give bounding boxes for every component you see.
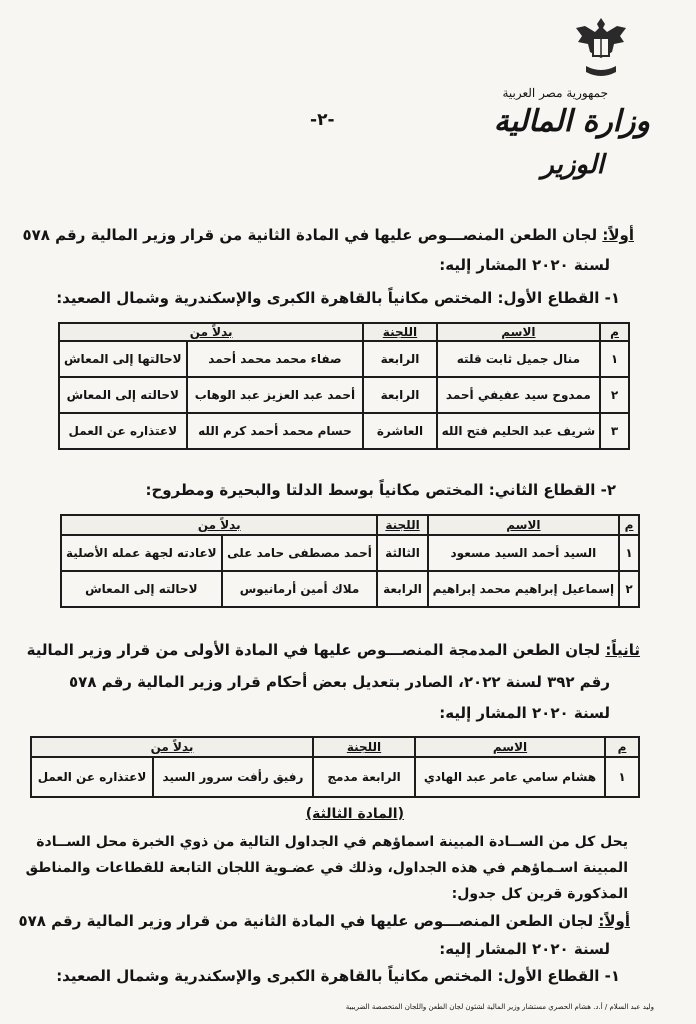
row-name: السيد أحمد السيد مسعود <box>428 535 620 571</box>
section1-title-line2: لسنة ٢٠٢٠ المشار إليه: <box>439 256 610 274</box>
row-committee: الرابعة <box>377 571 427 607</box>
row-reason: لاعتذاره عن العمل <box>59 413 187 449</box>
header-committee: اللجنة <box>377 515 427 535</box>
table-row <box>31 757 639 797</box>
article3-title-line1 <box>18 912 630 930</box>
section1-title-line1 <box>22 226 634 244</box>
header-num: م <box>600 323 629 341</box>
article3-title-text: لجان الطعن المنصـــوص عليها في المادة الثانية من قرار وزير المالية رقم ٥٧٨ <box>18 912 594 930</box>
section1-sector2-title: ٢- القطاع الثاني: المختص مكانياً بوسط الدلتا والبحيرة ومطروح: <box>145 481 616 499</box>
republic-label: جمهورية مصر العربية <box>502 86 608 100</box>
eagle-emblem-icon <box>572 14 630 82</box>
section1-title-text: لجان الطعن المنصـــوص عليها في المادة الثانية من قرار وزير المالية رقم ٥٧٨ <box>22 226 598 244</box>
row-num: ٢ <box>619 571 639 607</box>
table-sector1 <box>58 322 630 450</box>
row-num: ١ <box>619 535 639 571</box>
header-num: م <box>605 737 639 757</box>
row-committee: العاشرة <box>363 413 436 449</box>
table-sector2 <box>60 514 640 608</box>
row-num: ١ <box>600 341 629 377</box>
row-reason: لاحالته إلى المعاش <box>59 377 187 413</box>
ministry-title: وزارة المالية <box>493 104 650 139</box>
row-reason: لاعادته لجهة عمله الأصلية <box>61 535 222 571</box>
article3-para-line2: المبينة اسـماؤهم في هذه الجداول، وذلك في عضـوية اللجان التابعة للقطاعات والمناطق <box>25 860 628 876</box>
row-replaced: صفاء محمد محمد أحمد <box>187 341 364 377</box>
row-committee: الرابعة مدمج <box>313 757 415 797</box>
row-reason: لاعتذاره عن العمل <box>31 757 153 797</box>
row-num: ٢ <box>600 377 629 413</box>
table-header-row <box>31 737 639 757</box>
row-name: منال جميل ثابت قلته <box>437 341 600 377</box>
article3-title-line2: لسنة ٢٠٢٠ المشار إليه: <box>439 940 610 958</box>
row-num: ٣ <box>600 413 629 449</box>
minister-title: الوزير <box>541 150 604 180</box>
table-row <box>59 341 629 377</box>
footnote: وليد عبد السلام / أ.د. هشام الحصري مستشار وزير المالية لشئون لجان الطعن واللجان المتخصصة الضريبية <box>345 1003 654 1011</box>
header-name: الاسم <box>437 323 600 341</box>
header-instead-of: بدلاً من <box>59 323 363 341</box>
header-committee: اللجنة <box>313 737 415 757</box>
header-name: الاسم <box>428 515 620 535</box>
row-num: ١ <box>605 757 639 797</box>
row-name: هشام سامي عامر عبد الهادي <box>415 757 605 797</box>
row-name: ممدوح سيد عفيفي أحمد <box>437 377 600 413</box>
table-row <box>59 377 629 413</box>
row-name: شريف عبد الحليم فتح الله <box>437 413 600 449</box>
table-row <box>59 413 629 449</box>
section2-line3: لسنة ٢٠٢٠ المشار إليه: <box>439 704 610 722</box>
row-replaced: حسام محمد أحمد كرم الله <box>187 413 364 449</box>
header-committee: اللجنة <box>363 323 436 341</box>
section2-line1-text: لجان الطعن المدمجة المنصـــوص عليها في المادة الأولى من قرار وزير المالية <box>26 641 601 659</box>
header-name: الاسم <box>415 737 605 757</box>
row-committee: الرابعة <box>363 341 436 377</box>
table-header-row <box>61 515 639 535</box>
header-num: م <box>619 515 639 535</box>
section2-line1 <box>27 641 640 659</box>
row-committee: الثالثة <box>377 535 427 571</box>
row-reason: لاحالته إلى المعاش <box>61 571 222 607</box>
row-replaced: أحمد مصطفى حامد على <box>222 535 378 571</box>
section2-line2: رقم ٣٩٢ لسنة ٢٠٢٢، الصادر بتعديل بعض أحكام قرار وزير المالية رقم ٥٧٨ <box>69 673 610 691</box>
table-merged-committees <box>30 736 640 798</box>
page-number: -٢- <box>310 110 335 130</box>
row-reason: لاحالتها إلى المعاش <box>59 341 187 377</box>
row-replaced: رفيق رأفت سرور السيد <box>153 757 313 797</box>
section2-marker: ثانياً: <box>605 641 640 659</box>
article3-heading: (المادة الثالثة) <box>305 806 404 822</box>
row-name: إسماعيل إبراهيم محمد إبراهيم <box>428 571 620 607</box>
article3-marker: أولاً: <box>598 912 630 930</box>
table-row <box>61 571 639 607</box>
section1-marker: أولاً: <box>602 226 634 244</box>
row-committee: الرابعة <box>363 377 436 413</box>
article3-para-line1: يحل كل من الســادة المبينة اسماؤهم في الجداول التالية من ذوي الخبرة محل الســادة <box>36 834 628 850</box>
header-instead-of: بدلاً من <box>31 737 313 757</box>
article3-para-line3: المذكورة قرين كل جدول: <box>451 886 628 902</box>
article3-sector1-title: ١- القطاع الأول: المختص مكانياً بالقاهرة الكبرى والإسكندرية وشمال الصعيد: <box>56 967 620 985</box>
section1-sector1-title: ١- القطاع الأول: المختص مكانياً بالقاهرة الكبرى والإسكندرية وشمال الصعيد: <box>56 289 620 307</box>
row-replaced: أحمد عبد العزيز عبد الوهاب <box>187 377 364 413</box>
row-replaced: ملاك أمين أرمانيوس <box>222 571 378 607</box>
table-row <box>61 535 639 571</box>
table-header-row <box>59 323 629 341</box>
header-instead-of: بدلاً من <box>61 515 377 535</box>
